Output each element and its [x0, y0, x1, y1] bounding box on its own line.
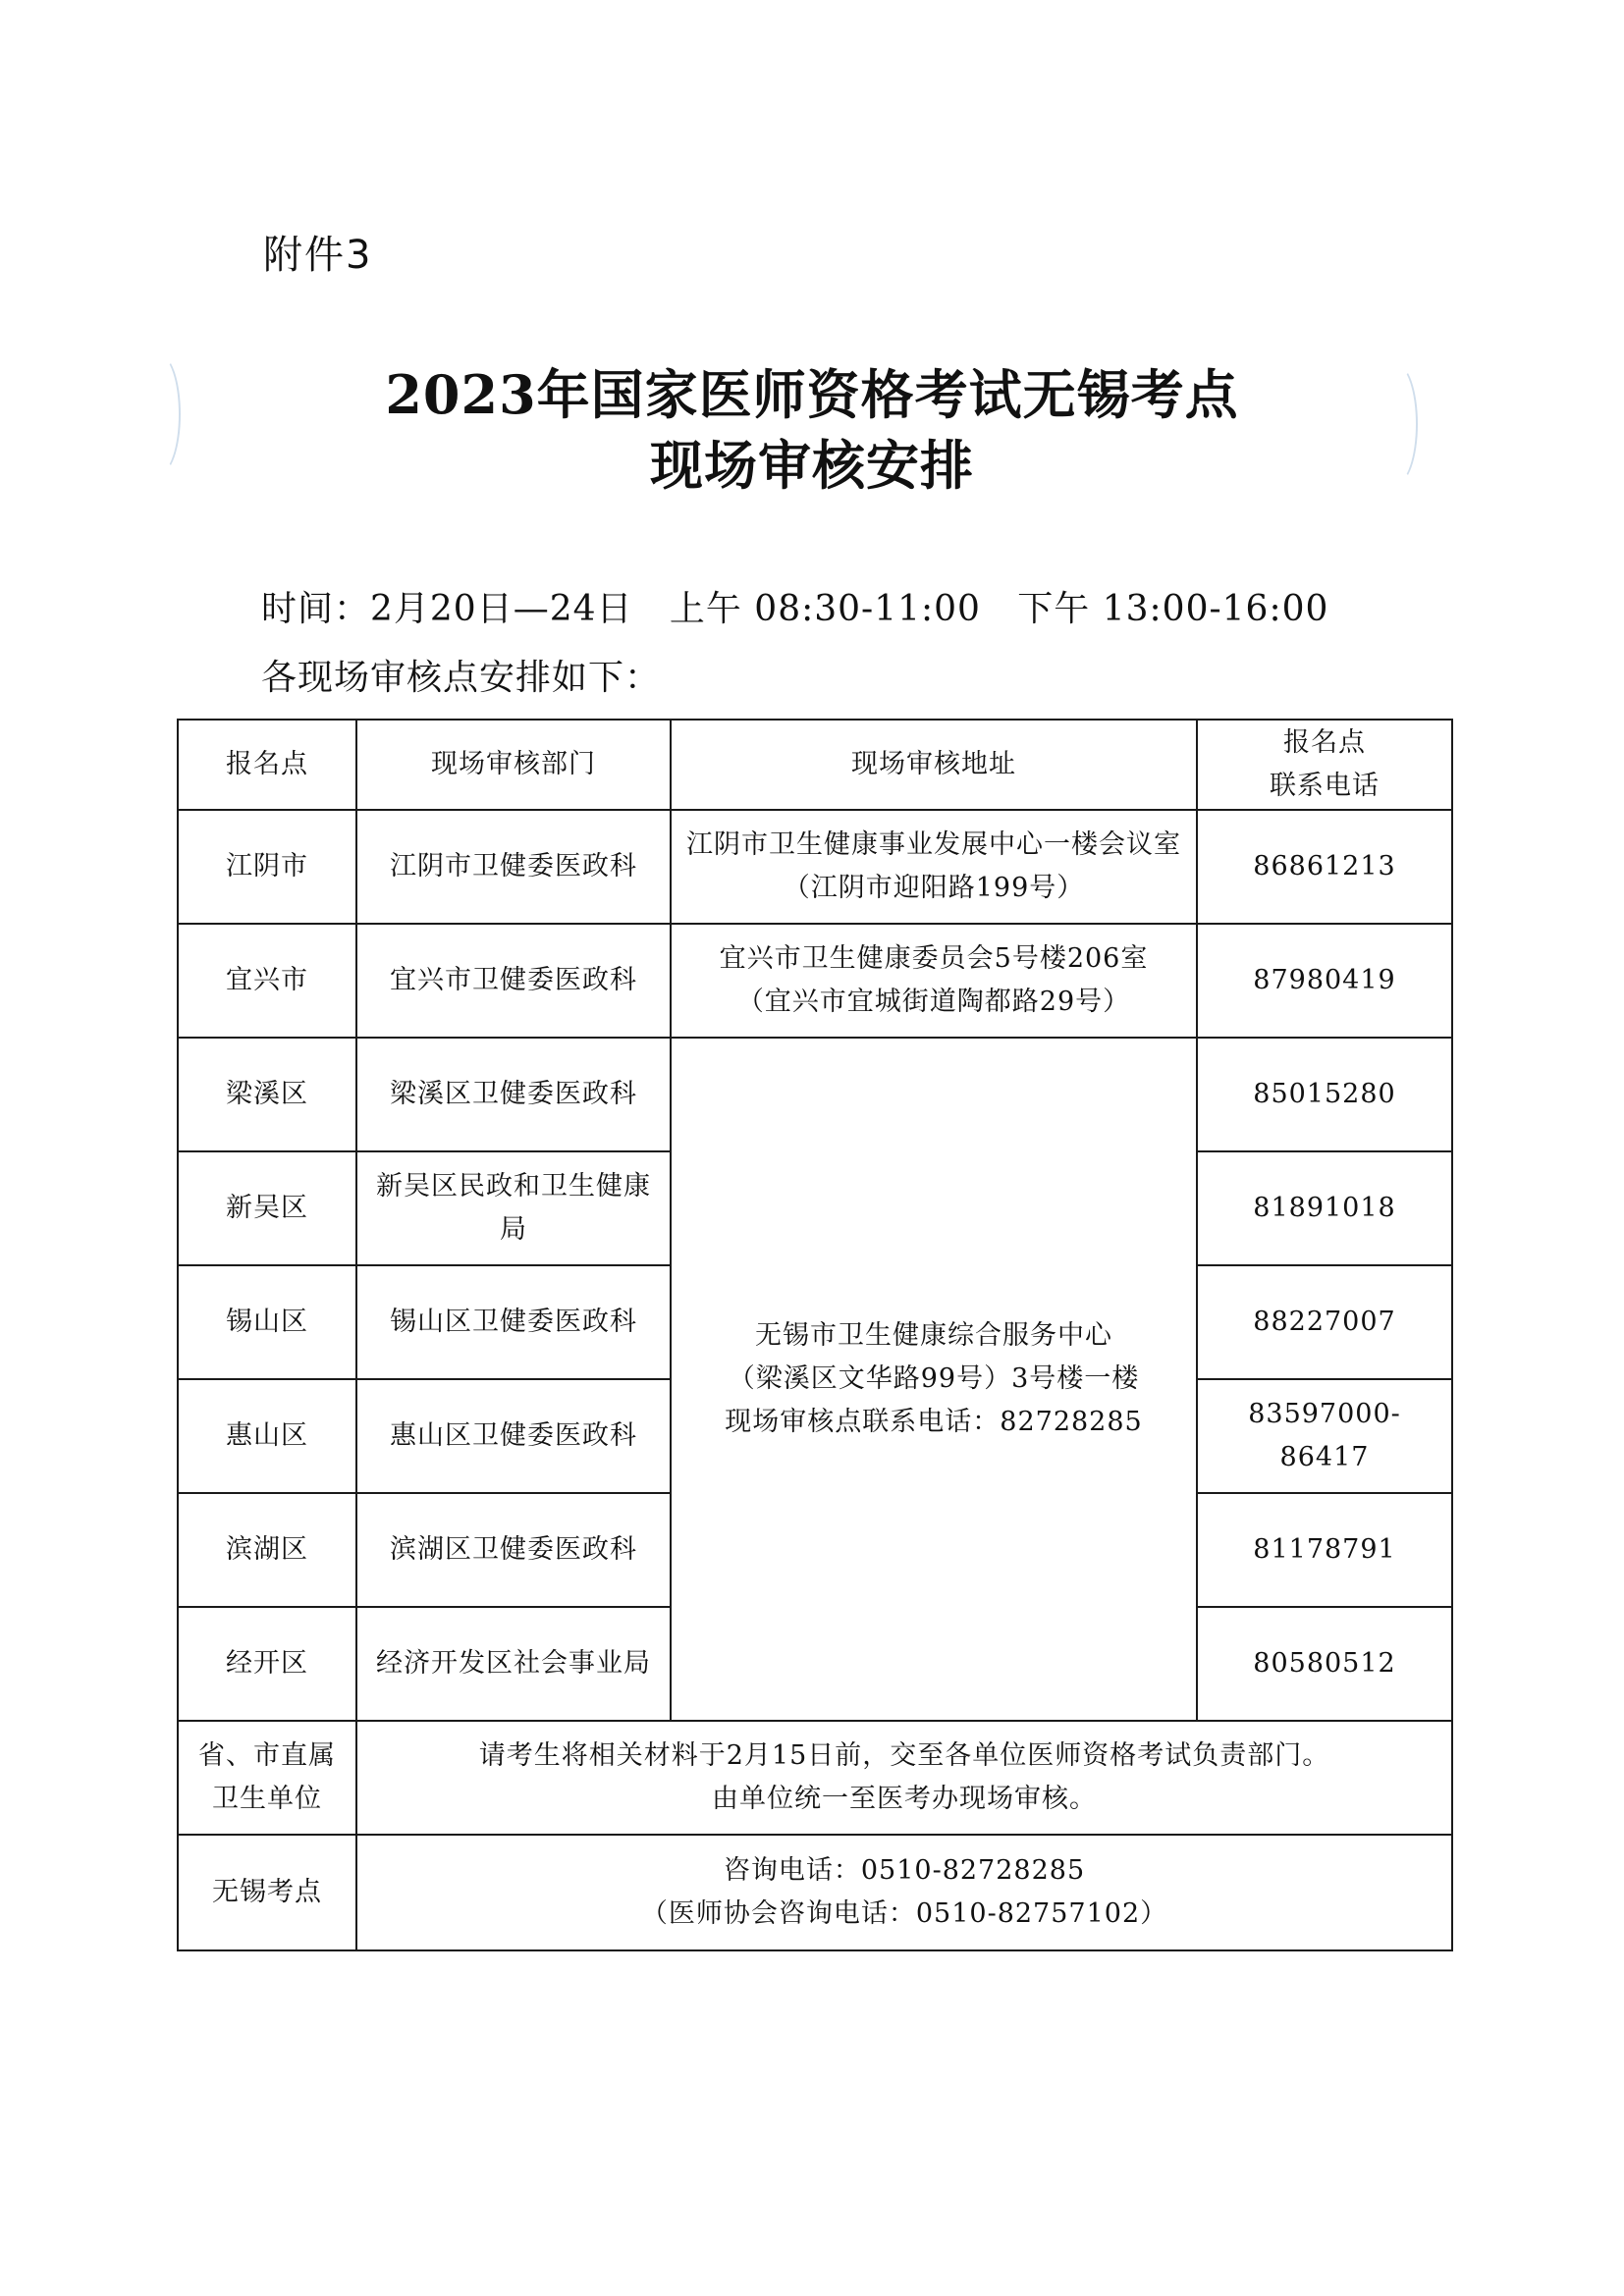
table-row — [178, 924, 1452, 1038]
document-title-line1: 2023年国家医师资格考试无锡考点 — [385, 363, 1239, 426]
merged-address-line2: （梁溪区文华路99号）3号楼一楼 — [728, 1363, 1140, 1394]
time-line: 时间：2月20日—24日 上午 08:30-11:00 下午 13:00-16:00 — [261, 589, 1329, 629]
address-line1: 江阴市卫生健康事业发展中心一楼会议室 — [686, 829, 1181, 860]
dept-cell: 惠山区卫健委医政科 — [356, 1379, 671, 1493]
merged-address-cell — [671, 1038, 1197, 1721]
dept-cell: 宜兴市卫健委医政科 — [356, 924, 671, 1038]
dept-cell: 江阴市卫健委医政科 — [356, 810, 671, 924]
dept-cell: 滨湖区卫健委医政科 — [356, 1493, 671, 1607]
site-cell: 新吴区 — [178, 1151, 356, 1265]
table-header-row — [178, 720, 1452, 810]
site-cell: 经开区 — [178, 1607, 356, 1721]
header-site: 报名点 — [178, 720, 356, 810]
site-cell: 惠山区 — [178, 1379, 356, 1493]
table-row — [178, 1038, 1452, 1151]
intro-line: 各现场审核点安排如下： — [261, 658, 662, 698]
site-cell: 梁溪区 — [178, 1038, 356, 1151]
dept-cell: 梁溪区卫健委医政科 — [356, 1038, 671, 1151]
provincial-note-line1: 请考生将相关材料于2月15日前，交至各单位医师资格考试负责部门。 — [478, 1740, 1330, 1771]
address-cell — [671, 810, 1197, 924]
address-line2: （江阴市迎阳路199号） — [783, 873, 1085, 903]
header-address: 现场审核地址 — [671, 720, 1197, 810]
site-cell: 江阴市 — [178, 810, 356, 924]
document-title-line2: 现场审核安排 — [650, 434, 974, 497]
provincial-note-line2: 由单位统一至医考办现场审核。 — [712, 1784, 1097, 1814]
merged-address-line3: 现场审核点联系电话：82728285 — [725, 1407, 1143, 1437]
provincial-note-cell — [356, 1721, 1452, 1835]
site-cell: 滨湖区 — [178, 1493, 356, 1607]
site-cell: 锡山区 — [178, 1265, 356, 1379]
phone-cell: 81891018 — [1197, 1151, 1452, 1265]
provincial-site-line2: 卫生单位 — [212, 1784, 322, 1814]
phone-cell: 86861213 — [1197, 810, 1452, 924]
provincial-row — [178, 1721, 1452, 1835]
phone-cell: 80580512 — [1197, 1607, 1452, 1721]
merged-address-line1: 无锡市卫生健康综合服务中心 — [755, 1320, 1112, 1351]
wuxi-row — [178, 1835, 1452, 1950]
phone-cell: 87980419 — [1197, 924, 1452, 1038]
phone-cell: 81178791 — [1197, 1493, 1452, 1607]
provincial-site-line1: 省、市直属 — [198, 1740, 336, 1771]
provincial-site-cell — [178, 1721, 356, 1835]
attachment-label: 附件3 — [263, 233, 373, 278]
dept-cell: 经济开发区社会事业局 — [356, 1607, 671, 1721]
wuxi-contact-line1: 咨询电话：0510-82728285 — [723, 1855, 1086, 1886]
address-line1: 宜兴市卫生健康委员会5号楼206室 — [719, 943, 1149, 974]
phone-cell: 83597000-86417 — [1197, 1379, 1452, 1493]
header-phone-line1: 报名点 — [1283, 727, 1366, 758]
phone-cell: 88227007 — [1197, 1265, 1452, 1379]
header-phone-line2: 联系电话 — [1270, 771, 1380, 801]
header-dept: 现场审核部门 — [356, 720, 671, 810]
dept-cell: 锡山区卫健委医政科 — [356, 1265, 671, 1379]
address-cell — [671, 924, 1197, 1038]
wuxi-site-cell: 无锡考点 — [178, 1835, 356, 1950]
dept-cell: 新吴区民政和卫生健康局 — [356, 1151, 671, 1265]
phone-cell: 85015280 — [1197, 1038, 1452, 1151]
table-row — [178, 810, 1452, 924]
wuxi-contact-cell — [356, 1835, 1452, 1950]
wuxi-contact-line2: （医师协会咨询电话：0510-82757102） — [640, 1898, 1168, 1929]
header-phone — [1197, 720, 1452, 810]
site-cell: 宜兴市 — [178, 924, 356, 1038]
review-schedule-table — [177, 719, 1453, 1951]
address-line2: （宜兴市宜城街道陶都路29号） — [736, 987, 1131, 1017]
